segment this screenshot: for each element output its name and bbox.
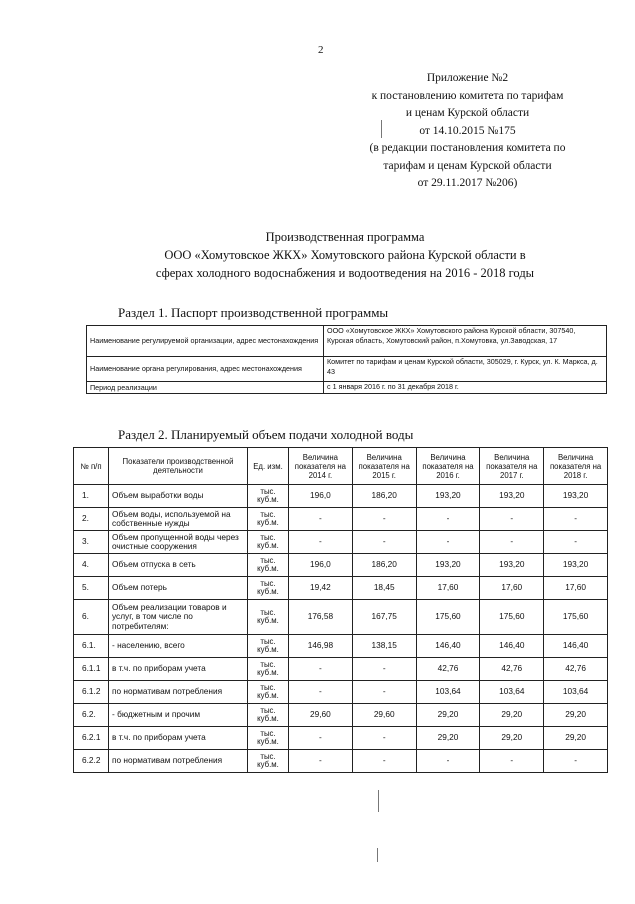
appendix-block <box>340 70 595 193</box>
row-value: 138,15 <box>352 635 416 658</box>
appendix-line: (в редакции постановления комитета по <box>369 142 566 154</box>
header-2015: Величина показателя на 2015 г. <box>352 448 416 485</box>
table-row <box>74 704 608 727</box>
row-value: 196,0 <box>289 485 353 508</box>
row-number: 6.2.1 <box>74 727 109 750</box>
row-unit: тыс. куб.м. <box>248 600 289 635</box>
header-indicator: Показатели производственной деятельности <box>109 448 248 485</box>
row-value: - <box>480 750 544 773</box>
row-value: 103,64 <box>416 681 480 704</box>
row-indicator: в т.ч. по приборам учета <box>109 727 248 750</box>
passport-row <box>87 326 607 357</box>
passport-row <box>87 382 607 394</box>
row-value: - <box>289 508 353 531</box>
passport-row <box>87 357 607 382</box>
water-volume-table <box>73 447 608 773</box>
table-header-row <box>74 448 608 485</box>
row-value: - <box>480 531 544 554</box>
row-value: - <box>416 531 480 554</box>
row-number: 6.2.2 <box>74 750 109 773</box>
row-number: 5. <box>74 577 109 600</box>
row-value: 186,20 <box>352 554 416 577</box>
row-value: 193,20 <box>480 554 544 577</box>
row-value: 175,60 <box>544 600 608 635</box>
row-indicator: Объем выработки воды <box>109 485 248 508</box>
row-value: 29,60 <box>289 704 353 727</box>
table-row <box>74 600 608 635</box>
table-row <box>74 681 608 704</box>
row-value: 29,20 <box>416 704 480 727</box>
row-value: 167,75 <box>352 600 416 635</box>
row-value: - <box>480 508 544 531</box>
row-value: - <box>289 681 353 704</box>
row-unit: тыс. куб.м. <box>248 554 289 577</box>
passport-label: Период реализации <box>87 382 324 394</box>
row-number: 4. <box>74 554 109 577</box>
row-indicator: по нормативам потребления <box>109 750 248 773</box>
row-value: 42,76 <box>544 658 608 681</box>
row-value: 42,76 <box>416 658 480 681</box>
table-row <box>74 750 608 773</box>
row-value: - <box>352 681 416 704</box>
appendix-line: тарифам и ценам Курской области <box>383 159 552 172</box>
appendix-line: Приложение №2 <box>426 72 509 84</box>
passport-label: Наименование регулируемой организации, адрес местонахождения <box>87 326 324 357</box>
row-value: 146,40 <box>416 635 480 658</box>
page-number: 2 <box>318 44 324 56</box>
row-number: 6.1.2 <box>74 681 109 704</box>
margin-mark <box>378 790 379 812</box>
section1-heading: Раздел 1. Паспорт производственной программы <box>118 305 389 320</box>
row-value: 29,20 <box>480 727 544 750</box>
row-indicator: в т.ч. по приборам учета <box>109 658 248 681</box>
row-value: 17,60 <box>544 577 608 600</box>
row-unit: тыс. куб.м. <box>248 577 289 600</box>
row-indicator: Объем потерь <box>109 577 248 600</box>
row-value: - <box>289 727 353 750</box>
table-row <box>74 554 608 577</box>
row-value: - <box>544 750 608 773</box>
passport-value: ООО «Хомутовское ЖКХ» Хомутовского района Курской области, 307540, Курская область, Хомутовский район, п.Хомутовка, ул.Заводская, 17 <box>324 326 607 357</box>
passport-table <box>86 325 607 394</box>
appendix-line: к постановлению комитета по тарифам <box>371 89 564 102</box>
passport-label: Наименование органа регулирования, адрес местонахождения <box>87 357 324 382</box>
appendix-line: от 29.11.2017 №206) <box>417 177 518 189</box>
row-indicator: Объем реализации товаров и услуг, в том числе по потребителям: <box>109 600 248 635</box>
row-unit: тыс. куб.м. <box>248 531 289 554</box>
row-value: - <box>289 531 353 554</box>
document-title <box>60 228 630 282</box>
row-value: 42,76 <box>480 658 544 681</box>
passport-value: Комитет по тарифам и ценам Курской области, 305029, г. Курск, ул. К. Маркса, д. 43 <box>324 357 607 382</box>
title-line: Производственная программа <box>265 230 425 244</box>
row-number: 1. <box>74 485 109 508</box>
row-value: 193,20 <box>416 554 480 577</box>
row-value: - <box>289 750 353 773</box>
row-value: 103,64 <box>544 681 608 704</box>
row-value: - <box>544 508 608 531</box>
table-row <box>74 635 608 658</box>
row-unit: тыс. куб.м. <box>248 750 289 773</box>
header-num: № п/п <box>74 448 109 485</box>
margin-mark <box>381 120 382 138</box>
row-value: - <box>352 750 416 773</box>
table-row <box>74 508 608 531</box>
row-indicator: - населению, всего <box>109 635 248 658</box>
row-number: 6. <box>74 600 109 635</box>
title-line: сферах холодного водоснабжения и водоотведения на 2016 - 2018 годы <box>155 266 535 280</box>
row-value: 175,60 <box>416 600 480 635</box>
row-indicator: Объем пропущенной воды через очистные сооружения <box>109 531 248 554</box>
row-unit: тыс. куб.м. <box>248 508 289 531</box>
table-row <box>74 577 608 600</box>
row-number: 6.2. <box>74 704 109 727</box>
row-unit: тыс. куб.м. <box>248 681 289 704</box>
row-value: 193,20 <box>416 485 480 508</box>
row-value: 193,20 <box>544 485 608 508</box>
row-value: - <box>352 727 416 750</box>
row-value: 196,0 <box>289 554 353 577</box>
header-2017: Величина показателя на 2017 г. <box>480 448 544 485</box>
row-value: 17,60 <box>480 577 544 600</box>
row-value: 29,20 <box>544 704 608 727</box>
header-2014: Величина показателя на 2014 г. <box>289 448 353 485</box>
header-unit: Ед. изм. <box>248 448 289 485</box>
row-indicator: по нормативам потребления <box>109 681 248 704</box>
row-value: 186,20 <box>352 485 416 508</box>
row-indicator: - бюджетным и прочим <box>109 704 248 727</box>
row-value: 29,20 <box>416 727 480 750</box>
row-number: 6.1.1 <box>74 658 109 681</box>
header-2016: Величина показателя на 2016 г. <box>416 448 480 485</box>
row-value: - <box>544 531 608 554</box>
row-value: - <box>352 658 416 681</box>
row-value: 29,20 <box>544 727 608 750</box>
row-number: 2. <box>74 508 109 531</box>
row-unit: тыс. куб.м. <box>248 635 289 658</box>
row-value: 19,42 <box>289 577 353 600</box>
row-value: 18,45 <box>352 577 416 600</box>
row-value: 17,60 <box>416 577 480 600</box>
row-value: - <box>352 508 416 531</box>
title-line: ООО «Хомутовское ЖКХ» Хомутовского района Курской области в <box>164 248 526 262</box>
row-value: - <box>289 658 353 681</box>
row-value: 29,20 <box>480 704 544 727</box>
row-indicator: Объем воды, используемой на собственные нужды <box>109 508 248 531</box>
passport-value: с 1 января 2016 г. по 31 декабря 2018 г. <box>324 382 607 394</box>
appendix-line: от 14.10.2015 №175 <box>419 124 516 137</box>
row-value: 175,60 <box>480 600 544 635</box>
header-2018: Величина показателя на 2018 г. <box>544 448 608 485</box>
row-value: - <box>352 531 416 554</box>
row-value: - <box>416 508 480 531</box>
row-indicator: Объем отпуска в сеть <box>109 554 248 577</box>
row-value: 146,98 <box>289 635 353 658</box>
table-row <box>74 727 608 750</box>
section2-heading: Раздел 2. Планируемый объем подачи холодной воды <box>118 427 414 442</box>
row-unit: тыс. куб.м. <box>248 658 289 681</box>
row-number: 3. <box>74 531 109 554</box>
row-value: - <box>416 750 480 773</box>
table-row <box>74 531 608 554</box>
table-row <box>74 658 608 681</box>
row-value: 29,60 <box>352 704 416 727</box>
row-value: 193,20 <box>544 554 608 577</box>
row-unit: тыс. куб.м. <box>248 727 289 750</box>
table-row <box>74 485 608 508</box>
margin-mark <box>377 848 378 862</box>
appendix-line: и ценам Курской области <box>405 107 530 119</box>
row-value: 193,20 <box>480 485 544 508</box>
row-value: 146,40 <box>480 635 544 658</box>
row-value: 176,58 <box>289 600 353 635</box>
row-unit: тыс. куб.м. <box>248 485 289 508</box>
row-unit: тыс. куб.м. <box>248 704 289 727</box>
row-value: 103,64 <box>480 681 544 704</box>
row-number: 6.1. <box>74 635 109 658</box>
row-value: 146,40 <box>544 635 608 658</box>
